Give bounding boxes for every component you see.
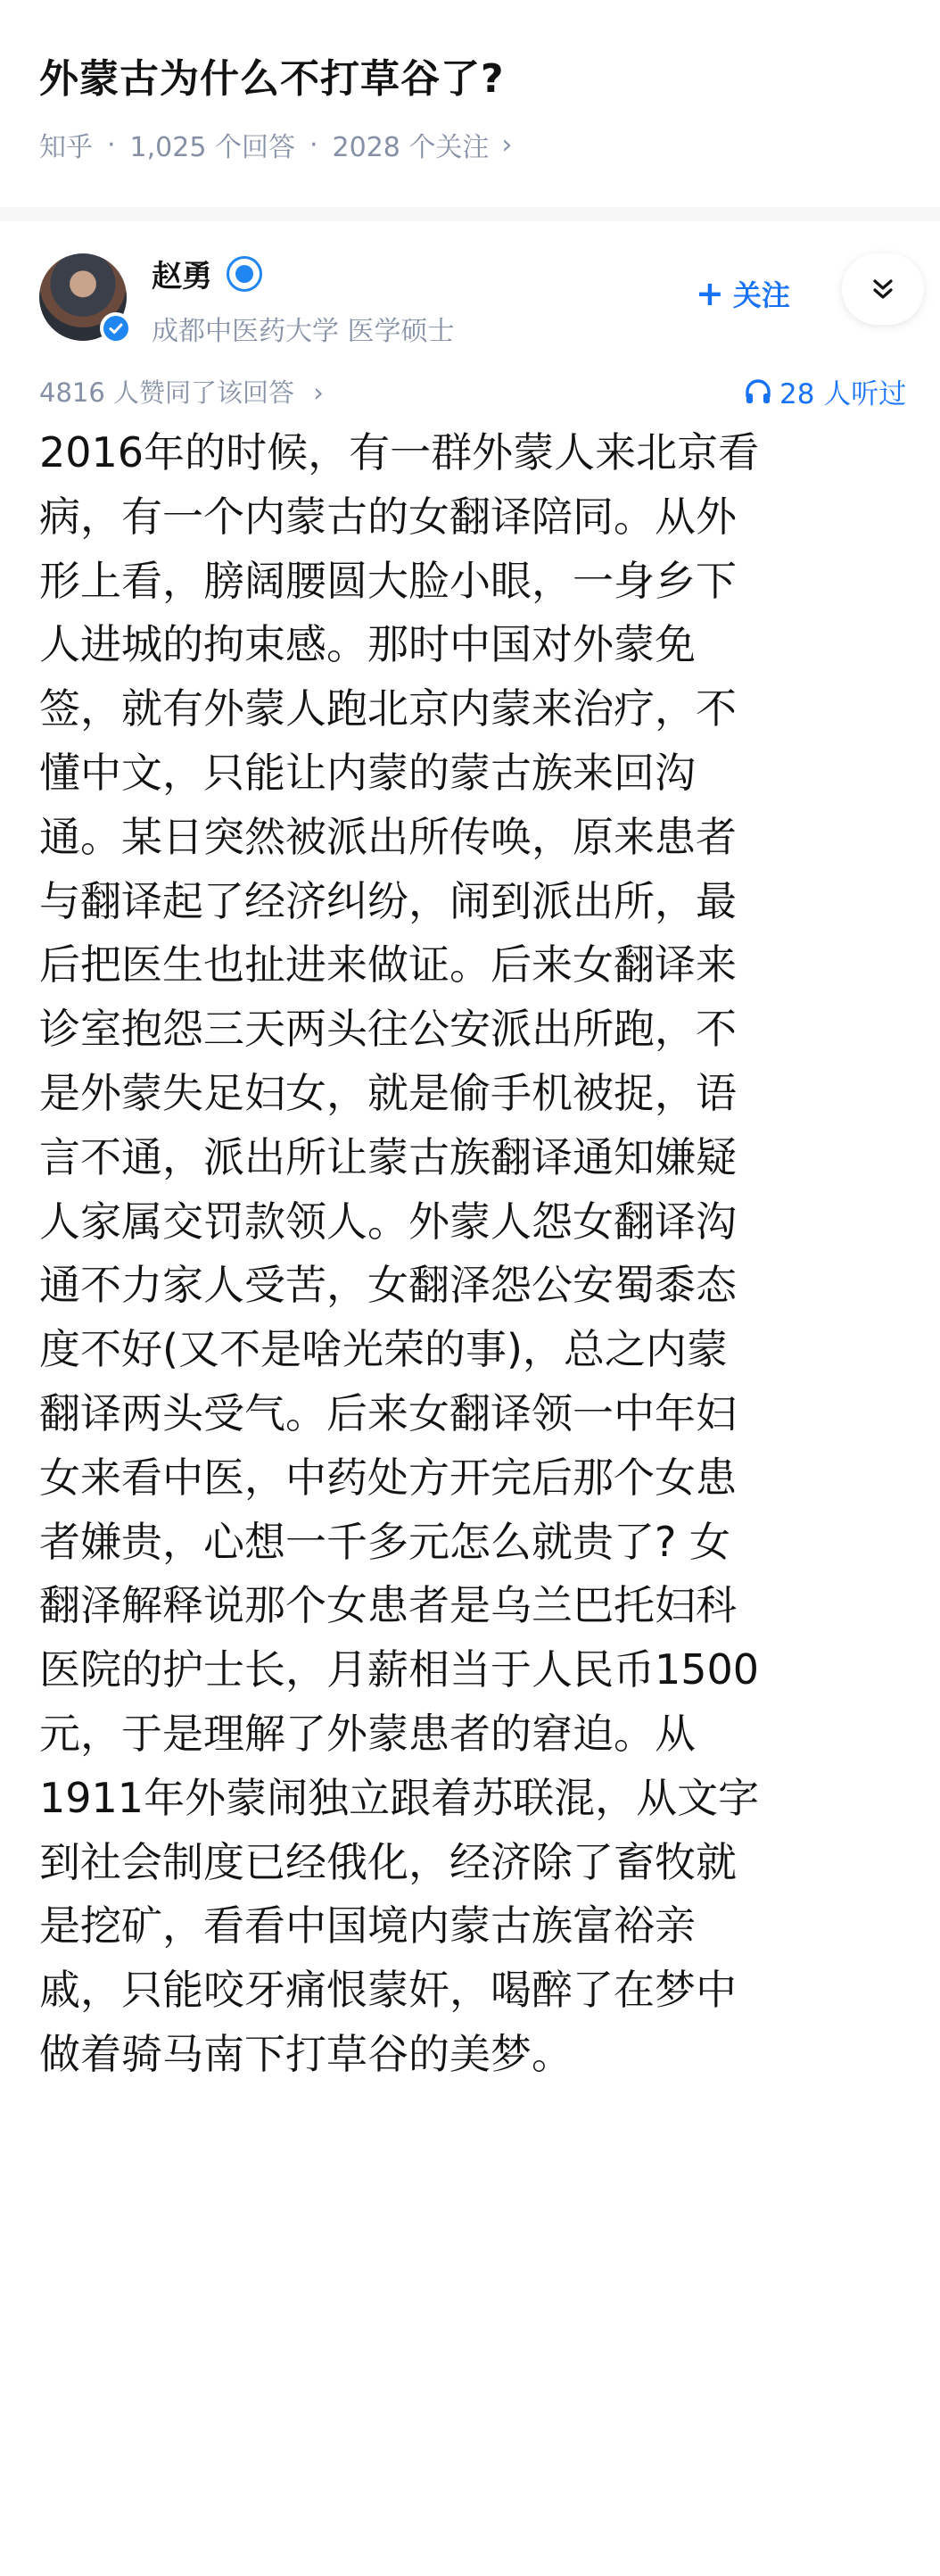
avatar[interactable] xyxy=(39,253,127,341)
answer-line: 到社会制度已经俄化，经济除了畜牧就 xyxy=(39,1837,737,1886)
question-title[interactable]: 外蒙古为什么不打草谷了? xyxy=(39,56,505,102)
plus-icon: + xyxy=(696,274,724,313)
verified-check-icon xyxy=(100,312,132,344)
answer-line: 病，有一个内蒙古的女翻译陪同。从外 xyxy=(39,492,737,541)
answer-line: 与翻译起了经济纠纷，闹到派出所，最 xyxy=(39,876,737,925)
answer-line: 形上看，膀阔腰圆大脸小眼，一身乡下 xyxy=(39,556,737,605)
meta-separator: · xyxy=(309,128,318,161)
chevron-right-icon: › xyxy=(313,377,324,408)
double-chevron-down-icon xyxy=(868,274,898,304)
answer-line: 2016年的时候，有一群外蒙人来北京看 xyxy=(39,428,760,476)
vote-count[interactable] xyxy=(39,373,324,410)
answer-line: 言不通，派出所让蒙古族翻译通知嫌疑 xyxy=(39,1132,737,1181)
headphones-icon xyxy=(744,378,772,405)
follow-label: 关注 xyxy=(732,278,790,312)
answer-line: 者嫌贵，心想一千多元怎么就贵了? 女 xyxy=(39,1517,731,1566)
follow-button[interactable] xyxy=(696,273,790,314)
answer-line: 翻译两头受气。后来女翻译领一中年妇 xyxy=(39,1388,737,1437)
answer-count: 1,025 个回答 xyxy=(129,132,295,163)
answer-line: 人进城的拘束感。那时中国对外蒙免 xyxy=(39,620,696,669)
answer-line: 后把医生也扯进来做证。后来女翻译来 xyxy=(39,940,737,990)
listen-count: 28 人听过 xyxy=(779,378,907,410)
author-bio: 成都中医药大学 医学硕士 xyxy=(152,316,455,347)
author-name: 赵勇 xyxy=(152,259,212,294)
section-divider xyxy=(0,207,940,221)
listen-button[interactable] xyxy=(744,371,906,411)
level-badge-icon xyxy=(227,256,262,292)
answer-line: 女来看中医，中药处方开完后那个女患 xyxy=(39,1453,737,1502)
answer-line: 签，就有外蒙人跑北京内蒙来治疗，不 xyxy=(39,684,737,733)
answer-line: 翻泽解释说那个女患者是乌兰巴托妇科 xyxy=(39,1581,737,1630)
meta-separator: · xyxy=(107,128,116,161)
vote-count-text: 4816 人赞同了该回答 xyxy=(39,377,295,408)
follow-count: 2028 个关注 xyxy=(332,132,490,163)
answer-line: 戚，只能咬牙痛恨蒙奸，喝醉了在梦中 xyxy=(39,1966,737,2015)
answer-line: 是外蒙失足妇女，就是偷手机被捉，语 xyxy=(39,1068,737,1117)
site-name: 知乎 xyxy=(39,132,93,163)
answer-line: 通不力家人受苦，女翻泽怨公安蜀黍态 xyxy=(39,1261,737,1310)
answer-line: 通。某日突然被派出所传唤，原来患者 xyxy=(39,812,737,861)
author-name-row[interactable] xyxy=(152,252,262,295)
answer-body xyxy=(39,421,913,2087)
answer-line: 度不好(又不是啥光荣的事)，总之内蒙 xyxy=(39,1325,728,1374)
answer-line: 人家属交罚款领人。外蒙人怨女翻译沟 xyxy=(39,1197,737,1246)
answer-line: 懂中文，只能让内蒙的蒙古族来回沟 xyxy=(39,748,696,797)
question-meta[interactable] xyxy=(39,125,512,164)
answer-line: 元，于是理解了外蒙患者的窘迫。从 xyxy=(39,1709,696,1758)
answer-line: 医院的护士长，月薪相当于人民币1500 xyxy=(39,1645,760,1694)
answer-line: 是挖矿，看看中国境内蒙古族富裕亲 xyxy=(39,1901,696,1951)
chevron-right-icon: › xyxy=(501,128,513,161)
answer-line: 诊室抱怨三天两头往公安派出所跑，不 xyxy=(39,1005,737,1054)
collapse-button[interactable] xyxy=(842,253,924,325)
answer-line: 做着骑马南下打草谷的美梦。 xyxy=(39,2029,573,2078)
answer-line: 1911年外蒙闹独立跟着苏联混，从文字 xyxy=(39,1773,760,1822)
